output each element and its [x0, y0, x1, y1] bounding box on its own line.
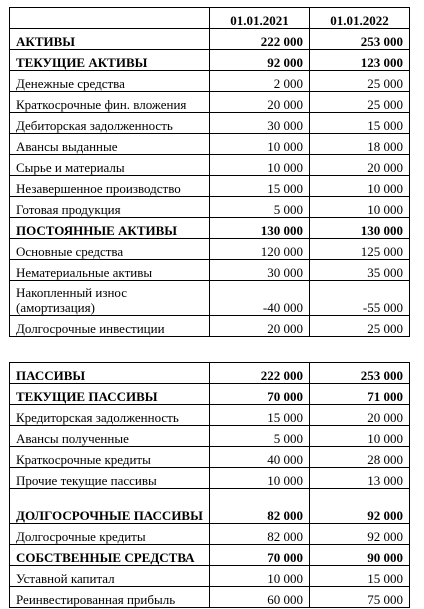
row-label: Реинвестированная прибыль	[10, 587, 210, 608]
table-row	[10, 197, 410, 218]
table-row	[10, 489, 410, 524]
value-2022: 92 000	[310, 524, 410, 545]
table-row	[10, 134, 410, 155]
table-row	[10, 50, 410, 71]
table-row	[10, 71, 410, 92]
table-row	[10, 29, 410, 50]
table-row	[10, 281, 410, 316]
value-2022: 35 000	[310, 260, 410, 281]
value-2022: 125 000	[310, 239, 410, 260]
value-2021: 82 000	[210, 524, 310, 545]
value-2021: 15 000	[210, 176, 310, 197]
value-2021: 130 000	[210, 218, 310, 239]
table-row	[10, 155, 410, 176]
table-row	[10, 468, 410, 489]
row-label: Авансы выданные	[10, 134, 210, 155]
value-2022: 253 000	[310, 29, 410, 50]
table-row	[10, 566, 410, 587]
value-2021: 92 000	[210, 50, 310, 71]
value-2022: 18 000	[310, 134, 410, 155]
value-2022: 123 000	[310, 50, 410, 71]
section-gap	[9, 337, 409, 362]
value-2022: 253 000	[310, 363, 410, 384]
row-label: Авансы полученные	[10, 426, 210, 447]
row-label: Основные средства	[10, 239, 210, 260]
value-2021: 222 000	[210, 363, 310, 384]
value-2021: 10 000	[210, 566, 310, 587]
row-label: Сырье и материалы	[10, 155, 210, 176]
row-label: Долгосрочные инвестиции	[10, 316, 210, 337]
value-2021: 30 000	[210, 113, 310, 134]
value-2021: 5 000	[210, 197, 310, 218]
row-label: Накопленный износ (амортизация)	[10, 281, 210, 316]
row-label: Прочие текущие пассивы	[10, 468, 210, 489]
value-2022: 10 000	[310, 426, 410, 447]
liabilities-table	[9, 362, 410, 608]
value-2021: 20 000	[210, 316, 310, 337]
value-2022: -55 000	[310, 281, 410, 316]
value-2021: 40 000	[210, 447, 310, 468]
value-2021: 120 000	[210, 239, 310, 260]
value-2021: 70 000	[210, 384, 310, 405]
value-2021: -40 000	[210, 281, 310, 316]
table-row	[10, 405, 410, 426]
table-row	[10, 384, 410, 405]
row-label: ПАССИВЫ	[10, 363, 210, 384]
row-label: АКТИВЫ	[10, 29, 210, 50]
assets-table	[9, 7, 410, 337]
row-label: Краткосрочные кредиты	[10, 447, 210, 468]
table-row	[10, 524, 410, 545]
table-row	[10, 587, 410, 608]
value-2022: 28 000	[310, 447, 410, 468]
value-2021: 10 000	[210, 468, 310, 489]
table-row	[10, 260, 410, 281]
row-label: Денежные средства	[10, 71, 210, 92]
value-2022: 75 000	[310, 587, 410, 608]
table-row	[10, 447, 410, 468]
value-2021: 20 000	[210, 92, 310, 113]
row-label: Долгосрочные кредиты	[10, 524, 210, 545]
value-2021: 70 000	[210, 545, 310, 566]
value-2022: 90 000	[310, 545, 410, 566]
header-blank-cell	[10, 8, 210, 29]
row-label: ТЕКУЩИЕ АКТИВЫ	[10, 50, 210, 71]
value-2022: 25 000	[310, 92, 410, 113]
table-row	[10, 363, 410, 384]
table-row	[10, 545, 410, 566]
value-2021: 5 000	[210, 426, 310, 447]
value-2022: 25 000	[310, 316, 410, 337]
value-2021: 60 000	[210, 587, 310, 608]
table-row	[10, 218, 410, 239]
value-2022: 13 000	[310, 468, 410, 489]
balance-sheet	[9, 7, 409, 608]
value-2022: 130 000	[310, 218, 410, 239]
value-2022: 20 000	[310, 405, 410, 426]
value-2022: 92 000	[310, 489, 410, 524]
value-2022: 71 000	[310, 384, 410, 405]
row-label: СОБСТВЕННЫЕ СРЕДСТВА	[10, 545, 210, 566]
value-2021: 15 000	[210, 405, 310, 426]
value-2022: 15 000	[310, 113, 410, 134]
value-2021: 30 000	[210, 260, 310, 281]
table-row	[10, 316, 410, 337]
row-label: Незавершенное производство	[10, 176, 210, 197]
row-label: Нематериальные активы	[10, 260, 210, 281]
row-label: ТЕКУЩИЕ ПАССИВЫ	[10, 384, 210, 405]
value-2022: 10 000	[310, 197, 410, 218]
row-label: Дебиторская задолженность	[10, 113, 210, 134]
value-2022: 15 000	[310, 566, 410, 587]
value-2021: 82 000	[210, 489, 310, 524]
header-date-2021: 01.01.2021	[210, 8, 310, 29]
value-2022: 25 000	[310, 71, 410, 92]
table-row	[10, 176, 410, 197]
row-label: Готовая продукция	[10, 197, 210, 218]
table-row	[10, 92, 410, 113]
value-2021: 2 000	[210, 71, 310, 92]
row-label: Краткосрочные фин. вложения	[10, 92, 210, 113]
value-2021: 222 000	[210, 29, 310, 50]
header-date-2022: 01.01.2022	[310, 8, 410, 29]
table-row	[10, 239, 410, 260]
row-label: Уставной капитал	[10, 566, 210, 587]
row-label: Кредиторская задолженность	[10, 405, 210, 426]
table-row	[10, 426, 410, 447]
value-2022: 20 000	[310, 155, 410, 176]
header-row	[10, 8, 410, 29]
value-2021: 10 000	[210, 134, 310, 155]
value-2022: 10 000	[310, 176, 410, 197]
row-label: ДОЛГОСРОЧНЫЕ ПАССИВЫ	[10, 489, 210, 524]
row-label: ПОСТОЯННЫЕ АКТИВЫ	[10, 218, 210, 239]
table-row	[10, 113, 410, 134]
value-2021: 10 000	[210, 155, 310, 176]
